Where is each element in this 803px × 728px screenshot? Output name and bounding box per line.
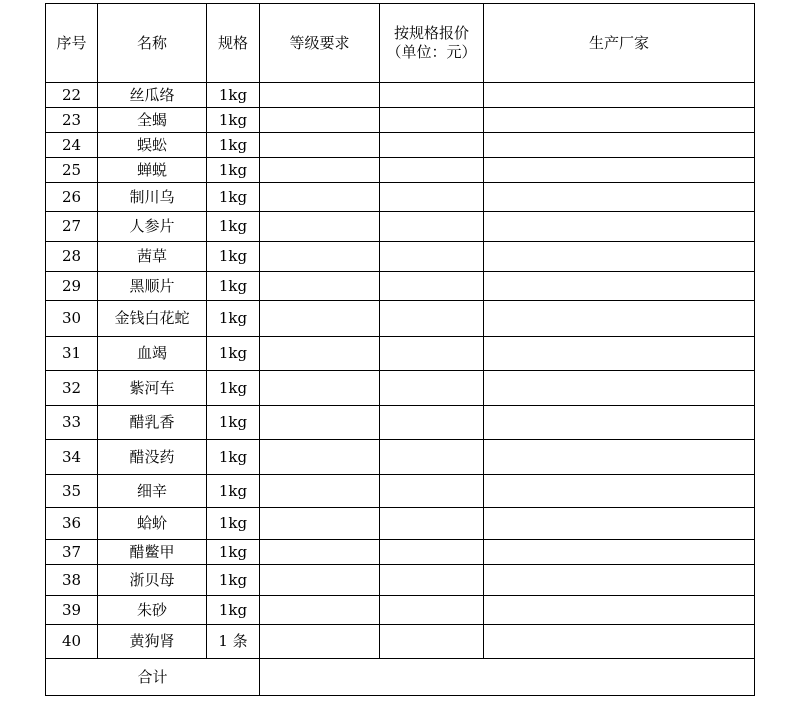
header-price-line1: 按规格报价 xyxy=(393,24,469,43)
cell-price[interactable] xyxy=(380,108,484,133)
table-row xyxy=(46,242,755,272)
cell-grade[interactable] xyxy=(260,272,380,301)
cell-grade[interactable] xyxy=(260,371,380,406)
cell-seq: 33 xyxy=(46,406,98,440)
cell-name: 蜈蚣 xyxy=(98,133,207,158)
cell-price[interactable] xyxy=(380,158,484,183)
cell-grade[interactable] xyxy=(260,406,380,440)
cell-name: 金钱白花蛇 xyxy=(98,301,207,337)
cell-maker[interactable] xyxy=(484,475,755,508)
table-row xyxy=(46,83,755,108)
cell-seq: 27 xyxy=(46,212,98,242)
header-seq: 序号 xyxy=(46,4,98,83)
cell-maker[interactable] xyxy=(484,508,755,540)
cell-seq: 38 xyxy=(46,565,98,596)
cell-price[interactable] xyxy=(380,212,484,242)
cell-spec: 1kg xyxy=(207,83,260,108)
cell-grade[interactable] xyxy=(260,625,380,659)
cell-price[interactable] xyxy=(380,183,484,212)
table-row xyxy=(46,158,755,183)
cell-maker[interactable] xyxy=(484,565,755,596)
cell-maker[interactable] xyxy=(484,440,755,475)
cell-maker[interactable] xyxy=(484,242,755,272)
cell-maker[interactable] xyxy=(484,540,755,565)
cell-spec: 1kg xyxy=(207,108,260,133)
table-row xyxy=(46,475,755,508)
cell-seq: 37 xyxy=(46,540,98,565)
cell-spec: 1kg xyxy=(207,475,260,508)
table-row xyxy=(46,183,755,212)
table-row xyxy=(46,212,755,242)
cell-grade[interactable] xyxy=(260,596,380,625)
cell-name: 朱砂 xyxy=(98,596,207,625)
cell-price[interactable] xyxy=(380,272,484,301)
cell-name: 醋鳖甲 xyxy=(98,540,207,565)
cell-name: 全蝎 xyxy=(98,108,207,133)
cell-name: 制川乌 xyxy=(98,183,207,212)
table-row xyxy=(46,596,755,625)
header-spec: 规格 xyxy=(207,4,260,83)
total-label: 合计 xyxy=(46,659,260,696)
table-row xyxy=(46,301,755,337)
table-row xyxy=(46,371,755,406)
cell-grade[interactable] xyxy=(260,540,380,565)
cell-price[interactable] xyxy=(380,625,484,659)
cell-price[interactable] xyxy=(380,596,484,625)
cell-price[interactable] xyxy=(380,133,484,158)
cell-spec: 1kg xyxy=(207,133,260,158)
header-maker: 生产厂家 xyxy=(484,4,755,83)
cell-name: 浙贝母 xyxy=(98,565,207,596)
cell-maker[interactable] xyxy=(484,212,755,242)
cell-name: 人参片 xyxy=(98,212,207,242)
cell-spec: 1kg xyxy=(207,242,260,272)
cell-grade[interactable] xyxy=(260,158,380,183)
cell-name: 茜草 xyxy=(98,242,207,272)
cell-seq: 28 xyxy=(46,242,98,272)
cell-seq: 31 xyxy=(46,337,98,371)
cell-price[interactable] xyxy=(380,565,484,596)
header-price xyxy=(380,4,484,83)
cell-grade[interactable] xyxy=(260,565,380,596)
cell-seq: 35 xyxy=(46,475,98,508)
cell-maker[interactable] xyxy=(484,108,755,133)
cell-name: 紫河车 xyxy=(98,371,207,406)
cell-name: 蛤蚧 xyxy=(98,508,207,540)
cell-maker[interactable] xyxy=(484,337,755,371)
cell-grade[interactable] xyxy=(260,83,380,108)
cell-seq: 24 xyxy=(46,133,98,158)
cell-price[interactable] xyxy=(380,242,484,272)
cell-grade[interactable] xyxy=(260,183,380,212)
cell-spec: 1kg xyxy=(207,406,260,440)
cell-spec: 1kg xyxy=(207,212,260,242)
table-row xyxy=(46,440,755,475)
table-row xyxy=(46,108,755,133)
cell-price[interactable] xyxy=(380,540,484,565)
cell-name: 丝瓜络 xyxy=(98,83,207,108)
cell-maker[interactable] xyxy=(484,371,755,406)
cell-spec: 1kg xyxy=(207,596,260,625)
cell-spec: 1kg xyxy=(207,158,260,183)
cell-seq: 23 xyxy=(46,108,98,133)
cell-price[interactable] xyxy=(380,337,484,371)
cell-name: 黄狗肾 xyxy=(98,625,207,659)
table-body xyxy=(46,83,755,659)
cell-seq: 40 xyxy=(46,625,98,659)
cell-seq: 25 xyxy=(46,158,98,183)
price-quote-table xyxy=(45,3,755,696)
cell-maker[interactable] xyxy=(484,406,755,440)
cell-seq: 36 xyxy=(46,508,98,540)
cell-price[interactable] xyxy=(380,301,484,337)
cell-maker[interactable] xyxy=(484,301,755,337)
cell-name: 醋乳香 xyxy=(98,406,207,440)
cell-seq: 32 xyxy=(46,371,98,406)
table-row xyxy=(46,625,755,659)
table-row xyxy=(46,508,755,540)
cell-spec: 1kg xyxy=(207,272,260,301)
cell-name: 醋没药 xyxy=(98,440,207,475)
cell-grade[interactable] xyxy=(260,108,380,133)
cell-maker[interactable] xyxy=(484,83,755,108)
table-row xyxy=(46,133,755,158)
total-value-cell[interactable] xyxy=(260,659,755,696)
cell-grade[interactable] xyxy=(260,508,380,540)
cell-seq: 26 xyxy=(46,183,98,212)
total-row xyxy=(46,659,755,696)
cell-spec: 1 条 xyxy=(207,625,260,659)
cell-price[interactable] xyxy=(380,475,484,508)
cell-spec: 1kg xyxy=(207,183,260,212)
cell-name: 血竭 xyxy=(98,337,207,371)
cell-price[interactable] xyxy=(380,508,484,540)
table-row xyxy=(46,565,755,596)
cell-name: 黑顺片 xyxy=(98,272,207,301)
cell-grade[interactable] xyxy=(260,242,380,272)
cell-grade[interactable] xyxy=(260,440,380,475)
cell-spec: 1kg xyxy=(207,565,260,596)
header-name: 名称 xyxy=(98,4,207,83)
cell-maker[interactable] xyxy=(484,158,755,183)
cell-grade[interactable] xyxy=(260,301,380,337)
cell-grade[interactable] xyxy=(260,337,380,371)
cell-spec: 1kg xyxy=(207,371,260,406)
table-row xyxy=(46,540,755,565)
table-row xyxy=(46,272,755,301)
cell-seq: 34 xyxy=(46,440,98,475)
cell-price[interactable] xyxy=(380,440,484,475)
cell-seq: 39 xyxy=(46,596,98,625)
cell-spec: 1kg xyxy=(207,508,260,540)
cell-maker[interactable] xyxy=(484,625,755,659)
cell-seq: 22 xyxy=(46,83,98,108)
cell-spec: 1kg xyxy=(207,301,260,337)
cell-name: 蝉蜕 xyxy=(98,158,207,183)
cell-spec: 1kg xyxy=(207,440,260,475)
cell-grade[interactable] xyxy=(260,133,380,158)
cell-maker[interactable] xyxy=(484,183,755,212)
cell-name: 细辛 xyxy=(98,475,207,508)
cell-seq: 29 xyxy=(46,272,98,301)
cell-grade[interactable] xyxy=(260,212,380,242)
cell-grade[interactable] xyxy=(260,475,380,508)
cell-maker[interactable] xyxy=(484,596,755,625)
table-row xyxy=(46,337,755,371)
cell-maker[interactable] xyxy=(484,133,755,158)
cell-spec: 1kg xyxy=(207,540,260,565)
cell-spec: 1kg xyxy=(207,337,260,371)
cell-price[interactable] xyxy=(380,371,484,406)
table-row xyxy=(46,406,755,440)
header-row xyxy=(46,4,755,83)
cell-price[interactable] xyxy=(380,83,484,108)
cell-seq: 30 xyxy=(46,301,98,337)
cell-maker[interactable] xyxy=(484,272,755,301)
cell-price[interactable] xyxy=(380,406,484,440)
header-price-line2: （单位：元） xyxy=(386,43,477,61)
header-grade: 等级要求 xyxy=(260,4,380,83)
